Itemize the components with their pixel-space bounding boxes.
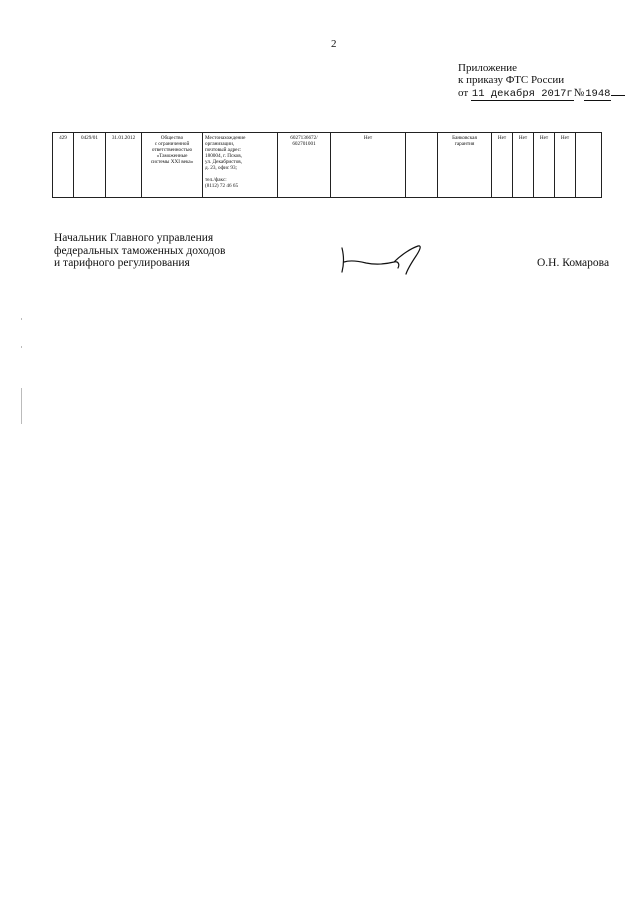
cell-inn-kpp: 6027136672/ 602701001 [278,133,331,198]
scan-mark-3 [21,388,22,424]
cell-col13 [576,133,602,198]
registry-table [52,132,602,198]
cell-col10: Нет [513,133,534,198]
signatory-title-line3: и тарифного регулирования [54,257,190,269]
appendix-date-line [458,86,625,100]
signatory-title [54,232,225,270]
signatory-title-line1: Начальник Главного управления [54,232,214,244]
page-number: 2 [331,38,337,50]
appendix-order-ref: к приказу ФТС России [458,74,565,86]
scan-mark-2 [21,346,22,348]
appendix-title: Приложение [458,62,518,74]
cell-col11: Нет [534,133,555,198]
cell-col9: Нет [492,133,513,198]
table-row [53,133,602,198]
cell-index: 429 [53,133,74,198]
cell-name: Общество с ограниченной ответственностью «Таможенные системы XXI века» [142,133,203,198]
cell-col6: Нет [331,133,406,198]
cell-date: 31.01.2012 [106,133,142,198]
appendix-number-sign: № [573,87,585,99]
cell-reg-number: 0429/01 [74,133,106,198]
appendix-number-underline [611,86,625,96]
appendix-header [458,62,625,100]
appendix-number: 1948 [585,88,611,100]
cell-address: Местонахождение организации, почтовый адрес: 180004, г. Псков, ул. Декабристов, д. 23, офис 93; тел./факс: (8112) 72 46 65 [203,133,278,198]
appendix-from-label: от [458,87,469,99]
appendix-date: 11 декабря 2017г [471,88,573,100]
cell-col12: Нет [555,133,576,198]
signatory-name: О.Н. Комарова [537,257,610,269]
handwritten-signature [336,240,426,282]
signatory-title-line2: федеральных таможенных доходов [54,244,226,257]
cell-col7 [406,133,438,198]
scan-mark-1 [21,318,22,320]
cell-guarantee: Банковская гарантия [438,133,492,198]
